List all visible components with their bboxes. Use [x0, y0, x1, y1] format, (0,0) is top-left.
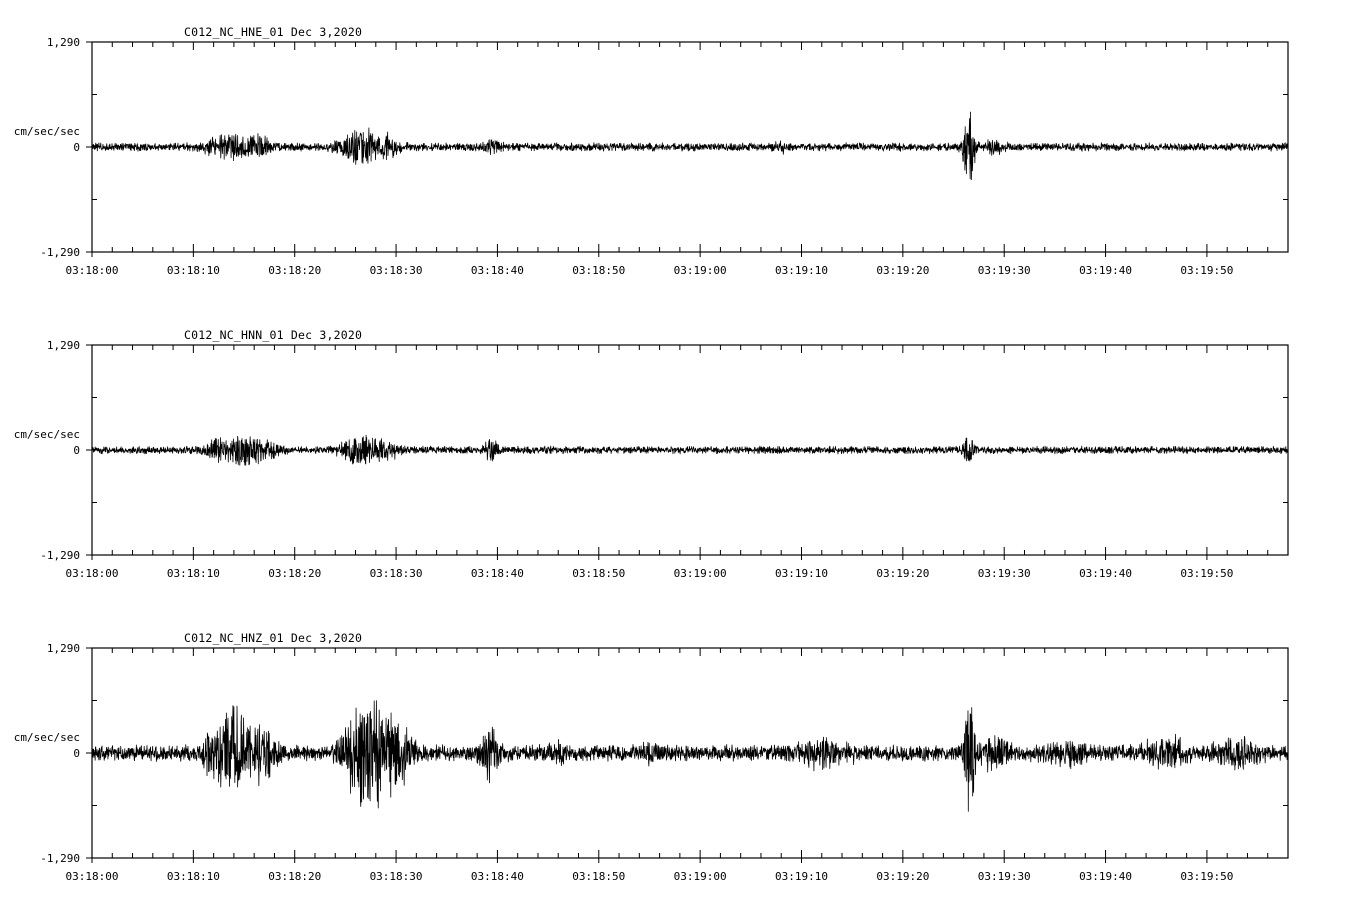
x-tick-label: 03:18:20	[268, 264, 322, 277]
x-tick-label: 03:19:20	[876, 870, 930, 883]
x-tick-label: 03:19:00	[673, 264, 727, 277]
seismogram-panel-hnz	[0, 606, 1358, 924]
x-tick-label: 03:18:00	[65, 567, 119, 580]
x-tick-labels	[66, 870, 1234, 883]
x-tick-label: 03:18:00	[65, 870, 119, 883]
seismogram-plot-0	[0, 0, 1358, 308]
trace-title: C012_NC_HNE_01 Dec 3,2020	[184, 25, 363, 39]
x-tick-label: 03:18:20	[268, 567, 322, 580]
x-tick-label: 03:19:00	[673, 870, 727, 883]
x-tick-label: 03:19:10	[774, 264, 828, 277]
y-tick-label: -1,290	[40, 246, 80, 259]
x-tick-label: 03:18:50	[572, 264, 626, 277]
y-tick-label: 0	[73, 747, 80, 760]
y-tick-label: 0	[73, 141, 80, 154]
x-tick-label: 03:19:10	[774, 870, 828, 883]
waveform-trace	[92, 701, 1288, 812]
seismogram-panel-hnn	[0, 303, 1358, 611]
x-tick-label: 03:19:30	[977, 567, 1031, 580]
x-tick-label: 03:18:50	[572, 870, 626, 883]
x-tick-label: 03:19:40	[1079, 870, 1133, 883]
y-tick-label: 1,290	[46, 36, 80, 49]
x-tick-label: 03:18:00	[65, 264, 119, 277]
y-tick-label: -1,290	[40, 852, 80, 865]
x-tick-label: 03:19:40	[1079, 567, 1133, 580]
x-tick-labels	[66, 264, 1234, 277]
x-tick-label: 03:19:50	[1180, 264, 1234, 277]
x-tick-label: 03:18:10	[166, 264, 220, 277]
x-tick-label: 03:19:20	[876, 567, 930, 580]
x-tick-labels	[66, 567, 1234, 580]
x-tick-label: 03:18:30	[369, 264, 423, 277]
y-axis-unit-label: cm/sec/sec	[13, 125, 80, 138]
y-tick-labels	[40, 36, 80, 259]
seismogram-plot-2	[0, 606, 1358, 924]
y-tick-labels	[40, 339, 80, 562]
x-tick-label: 03:18:30	[369, 870, 423, 883]
y-axis-unit-label: cm/sec/sec	[13, 428, 80, 441]
y-tick-label: 0	[73, 444, 80, 457]
x-tick-label: 03:18:10	[166, 567, 220, 580]
x-tick-label: 03:19:00	[673, 567, 727, 580]
y-axis-unit-label: cm/sec/sec	[13, 731, 80, 744]
waveform-trace	[92, 112, 1288, 180]
x-tick-label: 03:19:10	[774, 567, 828, 580]
y-tick-labels	[40, 642, 80, 865]
x-tick-label: 03:19:20	[876, 264, 930, 277]
trace-title: C012_NC_HNZ_01 Dec 3,2020	[184, 631, 363, 645]
x-tick-label: 03:18:40	[470, 567, 524, 580]
x-tick-label: 03:18:40	[470, 870, 524, 883]
x-tick-label: 03:19:50	[1180, 870, 1234, 883]
waveform-trace	[92, 435, 1288, 465]
x-tick-label: 03:18:20	[268, 870, 322, 883]
y-tick-label: 1,290	[46, 642, 80, 655]
x-tick-label: 03:18:40	[470, 264, 524, 277]
x-tick-label: 03:18:10	[166, 870, 220, 883]
seismogram-panel-hne	[0, 0, 1358, 308]
x-tick-label: 03:19:30	[977, 264, 1031, 277]
y-tick-label: 1,290	[46, 339, 80, 352]
x-tick-label: 03:18:50	[572, 567, 626, 580]
trace-title: C012_NC_HNN_01 Dec 3,2020	[184, 328, 363, 342]
x-tick-label: 03:19:40	[1079, 264, 1133, 277]
y-tick-label: -1,290	[40, 549, 80, 562]
x-tick-label: 03:18:30	[369, 567, 423, 580]
x-tick-label: 03:19:50	[1180, 567, 1234, 580]
seismogram-plot-1	[0, 303, 1358, 611]
x-tick-label: 03:19:30	[977, 870, 1031, 883]
